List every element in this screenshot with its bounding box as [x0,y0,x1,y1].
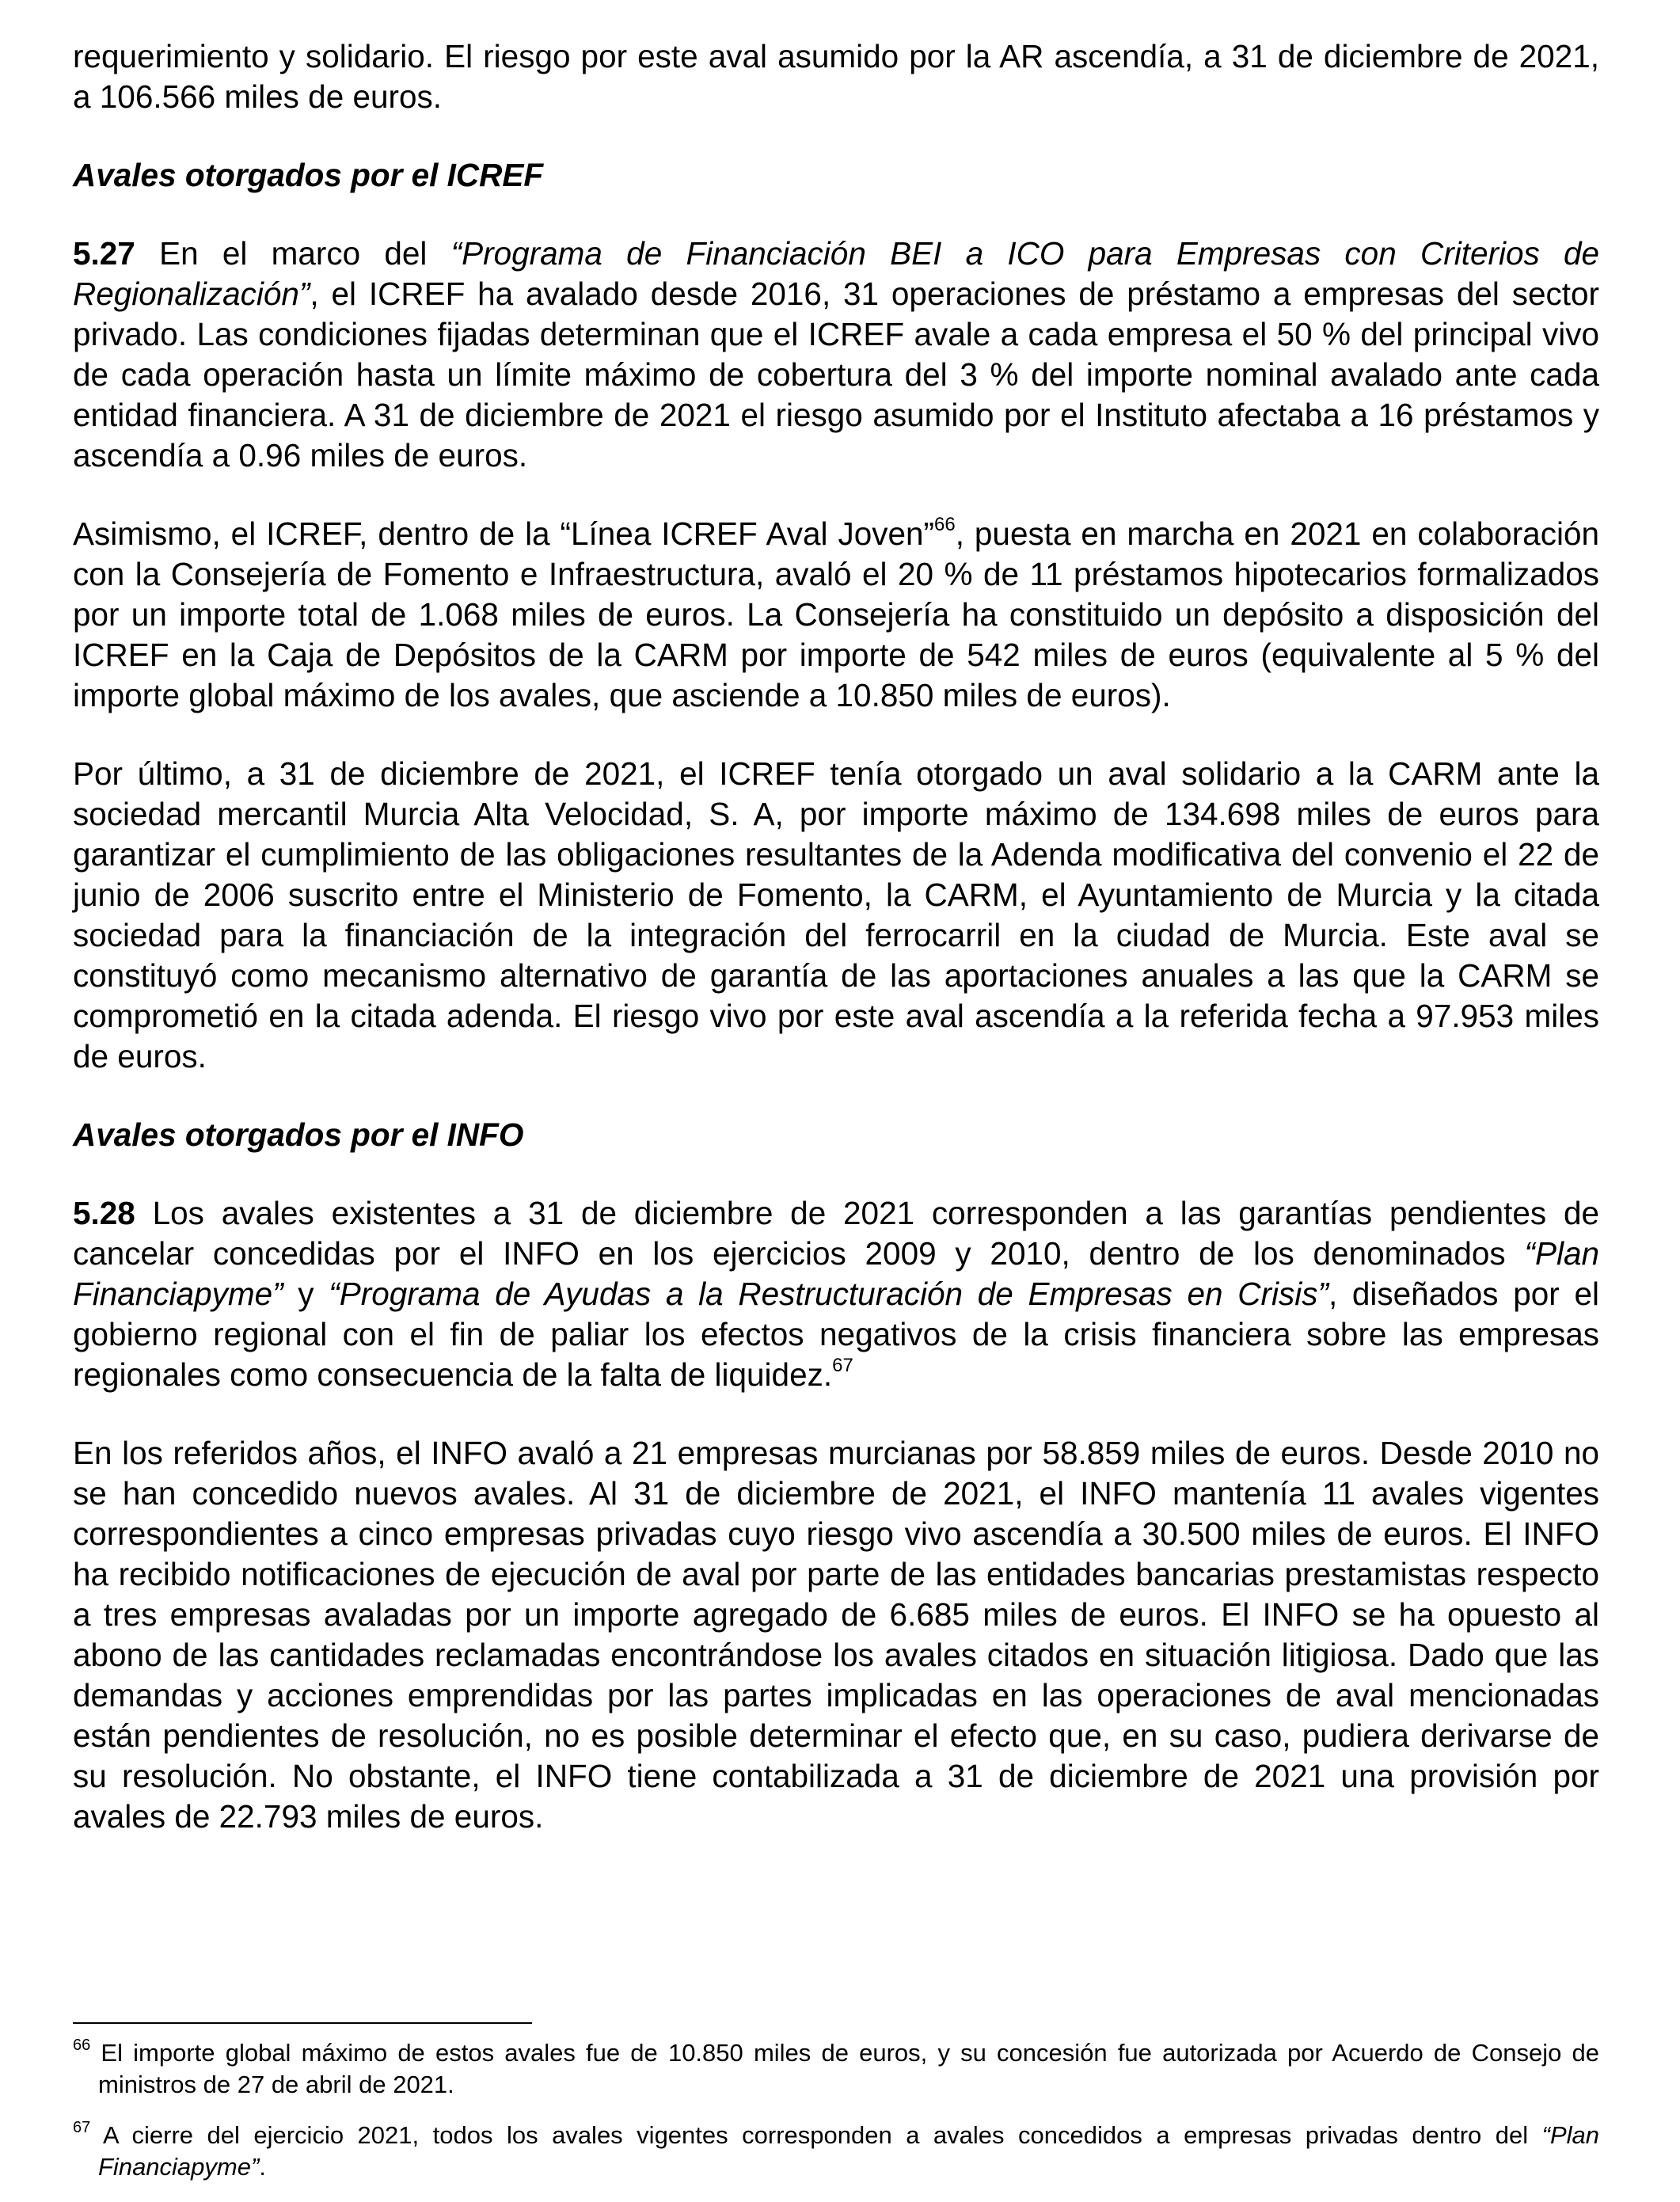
document-page [73,36,1599,1875]
intro-text: requerimiento y solidario. El riesgo por este aval asumido por la AR ascendía, a 31 de diciembre de 2021, a 106.566 miles de euros. [73,38,1599,115]
plan-name: “Plan Financiapyme” [98,2121,1599,2181]
footnote-number: 66 [73,2036,91,2054]
footnote-separator [73,2022,532,2024]
intro-paragraph [73,36,1599,117]
paragraph-info: En los referidos años, el INFO avaló a 21 empresas murcianas por 58.859 miles de euros. Desde 2010 no se han concedido nuevos avales. Al 31 de diciembre de 2021, el INFO mantenía 11 avales vigentes correspondientes a cinco empresas privadas cuyo riesgo vivo ascendía a 30.500 miles de euros. El INFO ha recibido notificaciones de ejecución de aval por parte de las entidades bancarias prestamistas respecto a tres empresas avaladas por un importe agregado de 6.685 miles de euros. El INFO se ha opuesto al abono de las cantidades reclamadas encontrándose los avales citados en situación litigiosa. Dado que las demandas y acciones emprendidas por las partes implicadas en las operaciones de aval mencionadas están pendientes de resolución, no es posible determinar el efecto que, en su caso, pudiera derivarse de su resolución. No obstante, el INFO tiene contabilizada a 31 de diciembre de 2021 una provisión por avales de 22.793 miles de euros. [73,1435,1599,1835]
section-heading-info: Avales otorgados por el INFO [73,1116,524,1153]
paragraph-aval-joven: Asimismo, el ICREF, dentro de la “Línea ICREF Aval Joven”$^{66}$, puesta en marcha en 2021 en colaboración con la Consejería de Fomento e Infraestructura, avaló el 20 % de 11 préstamos hipotecarios formalizados por un importe total de 1.068 miles de euros. La Consejería ha constituido un depósito a disposición del ICREF en la Caja de Depósitos de la CARM por importe de 542 miles de euros (equivalente al 5 % del importe global máximo de los avales, que asciende a 10.850 miles de euros). [73,513,1599,713]
paragraph-number: 5.27 [73,235,135,272]
paragraph-5-27: 5.27 En el marco del “Programa de Financiación BEI a ICO para Empresas con Criterios de Regionalización”, el ICREF ha avalado desde 2016, 31 operaciones de préstamo a empresas del sector privado. Las condiciones fijadas determinan que el ICREF avale a cada empresa el 50 % del principal vivo de cada operación hasta un límite máximo de cobertura del 3 % del importe nominal avalado ante cada entidad financiera. A 31 de diciembre de 2021 el riesgo asumido por el Instituto afectaba a 16 préstamos y ascendía a 0.96 miles de euros. [73,235,1600,473]
footnote-ref-67[interactable]: 67 [832,1354,853,1376]
programa-name: “Programa de Ayudas a la Restructuración de Empresas en Crisis” [329,1276,1328,1312]
footnote-67: $^{67}$ A cierre del ejercicio 2021, todos los avales vigentes corresponden a avales concedidos a empresas privadas dentro del “Plan Financiapyme”. [73,2118,1599,2181]
section-heading-icref: Avales otorgados por el ICREF [73,157,544,193]
paragraph-number: 5.28 [73,1195,135,1231]
program-name: “Programa de Financiación BEI a ICO para Empresas con Criterios de Regionalización” [73,235,1600,312]
plan-name: “Plan Financiapyme” [73,1235,1599,1312]
footnote-66: $^{66}$ El importe global máximo de estos avales fue de 10.850 miles de euros, y su concesión fue autorizada por Acuerdo de Consejo de ministros de 27 de abril de 2021. [73,2036,1599,2098]
footnotes [73,2037,1599,2202]
paragraph-5-28: 5.28 Los avales existentes a 31 de diciembre de 2021 corresponden a las garantías pendientes de cancelar concedidas por el INFO en los ejercicios 2009 y 2010, dentro de los denominados “Plan Financiapyme” y “Programa de Ayudas a la Restructuración de Empresas en Crisis”, diseñados por el gobierno regional con el fin de paliar los efectos negativos de la crisis financiera sobre las empresas regionales como consecuencia de la falta de liquidez.$^{67}$ [73,1195,1599,1393]
footnote-number: 67 [73,2118,91,2136]
footnote-ref-66[interactable]: 66 [934,513,956,535]
paragraph-ultimo: Por último, a 31 de diciembre de 2021, el ICREF tenía otorgado un aval solidario a la CARM ante la sociedad mercantil Murcia Alta Velocidad, S. A, por importe máximo de 134.698 miles de euros para garantizar el cumplimiento de las obligaciones resultantes de la Adenda modificativa del convenio el 22 de junio de 2006 suscrito entre el Ministerio de Fomento, la CARM, el Ayuntamiento de Murcia y la citada sociedad para la financiación de la integración del ferrocarril en la ciudad de Murcia. Este aval se constituyó como mecanismo alternativo de garantía de las aportaciones anuales a las que la CARM se comprometió en la citada adenda. El riesgo vivo por este aval ascendía a la referida fecha a 97.953 miles de euros. [73,755,1599,1074]
